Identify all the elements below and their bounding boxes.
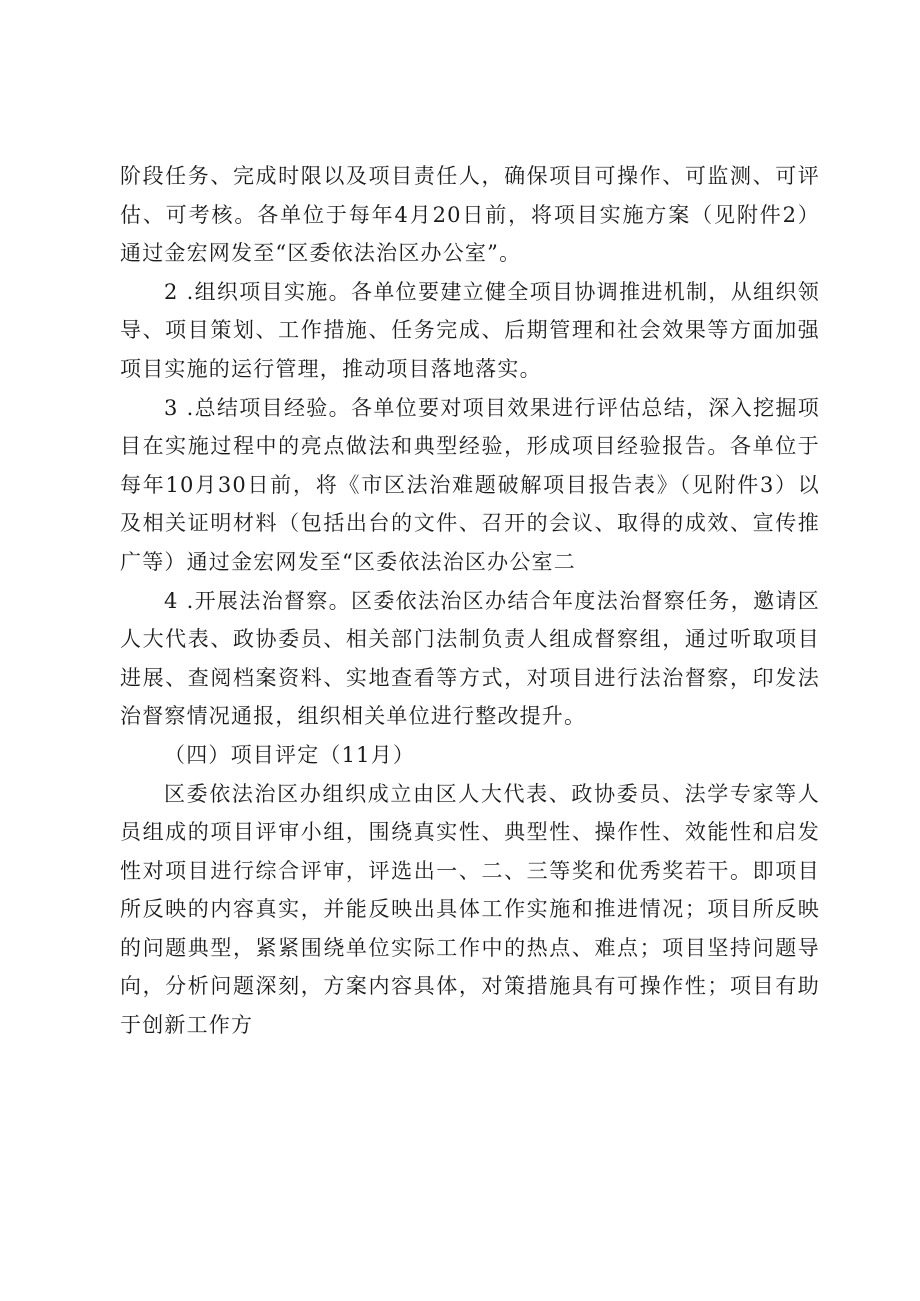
paragraph-legal-inspection: 4 .开展法治督察。区委依法治区办结合年度法治督察任务，邀请区人大代表、政协委员、相关部门法制负责人组成督察组，通过听取项目进展、查阅档案资料、实地查看等方式，对项目进行法治督察，印发法治督察情况通报，组织相关单位进行整改提升。 [120,588,820,729]
paragraph-organize-implementation: 2 .组织项目实施。各单位要建立健全项目协调推进机制，从组织领导、项目策划、工作措施、任务完成、后期管理和社会效果等方面加强项目实施的运行管理，推动项目落地落实。 [120,279,820,381]
document-body [120,157,820,1045]
paragraph-continuation: 阶段任务、完成时限以及项目责任人，确保项目可操作、可监测、可评估、可考核。各单位于每年4月20日前，将项目实施方案（见附件2）通过金宏网发至“区委依法治区办公室”。 [120,164,820,266]
paragraph-summarize-experience: 3 .总结项目经验。各单位要对项目效果进行评估总结，深入挖掘项目在实施过程中的亮点做法和典型经验，形成项目经验报告。各单位于每年10月30日前，将《市区法治难题破解项目报告表》（见附件3）以及相关证明材料（包括出台的文件、召开的会议、取得的成效、宣传推广等）通过金宏网发至“区委依法治区办公室二 [120,395,820,574]
paragraph-evaluation-details: 区委依法治区办组织成立由区人大代表、政协委员、法学专家等人员组成的项目评审小组，围绕真实性、典型性、操作性、效能性和启发性对项目进行综合评审，评选出一、二、三等奖和优秀奖若干。即项目所反映的内容真实，并能反映出具体工作实施和推进情况；项目所反映的问题典型，紧紧围绕单位实际工作中的热点、难点；项目坚持问题导向，分析问题深刻，方案内容具体，对策措施具有可操作性；项目有助于创新工作方 [120,781,820,1038]
section-heading-project-evaluation: （四）项目评定（11月） [164,742,416,767]
